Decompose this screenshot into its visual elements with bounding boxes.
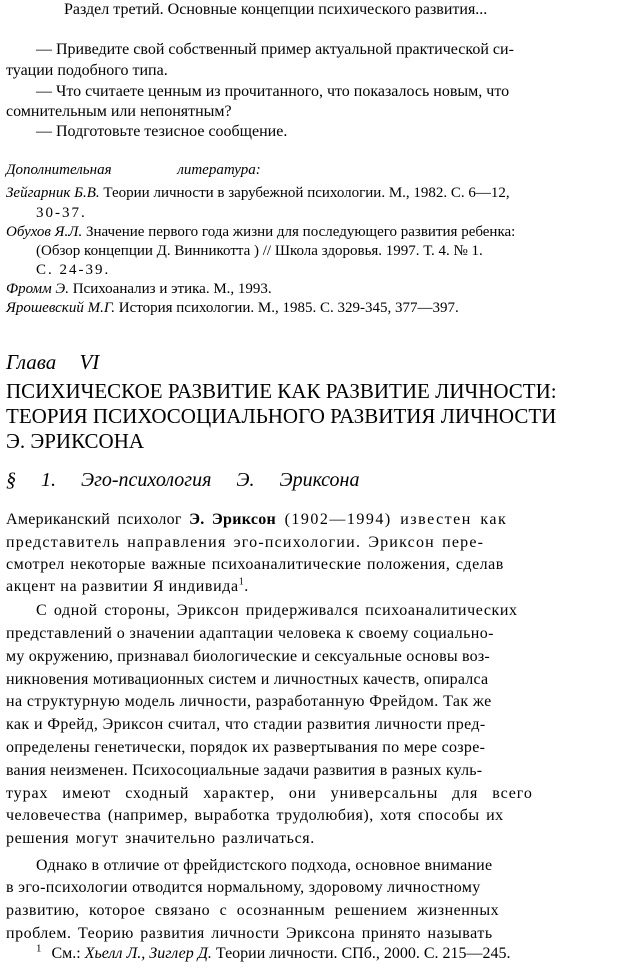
literature-text: История психологии. М., 1985. С. 329-345, 377—397. [114,300,459,316]
task-text: — Приведите свой собственный пример актуальной практической си- [36,41,514,58]
literature-heading-b: литература: [177,162,261,178]
literature-heading-a: Дополнительная [6,162,112,178]
body-line: на структурную модель личности, разработанную Фрейдом. Так же [6,693,492,710]
literature-entry-cont: 30-37. [36,205,87,221]
literature-entry [6,282,272,297]
task-item-cont: туации подобного типа. [6,62,168,79]
task-item [36,42,618,58]
body-line: развитию, которое связано с осознанным решением жизненных [6,902,500,919]
chapter-title-line: ПСИХИЧЕСКОЕ РАЗВИТИЕ КАК РАЗВИТИЕ ЛИЧНОСТИ: [6,379,557,403]
body-line: в эго-психологии отводится нормальному, здоровому личностному [6,879,481,896]
footnote [36,942,511,962]
footnote-prefix: См.: [51,945,85,962]
literature-text: Значение первого года жизни для последующего развития ребенка: [82,224,516,240]
task-item: — Подготовьте тезисное сообщение. [36,123,288,140]
body-line: турах имеют сходный характер, они универсальны для всего [6,785,533,802]
footnote-text: Теории личности. СПб., 2000. С. 215—245. [211,945,511,962]
literature-author: Ярошевский М.Г. [6,300,115,316]
body-line: представлений о значении адаптации человека к своему социально- [6,625,494,642]
literature-author: Фромм Э. [6,281,69,297]
body-text: Американский психолог [6,511,190,528]
author-name: Э. Эриксон [189,511,277,528]
body-line: никновения мотивационных систем и личностных качеств, опиралса [6,671,489,688]
chapter-title-line: Э. ЭРИКСОНА [6,429,145,453]
body-line: проблем. Теорию развития личности Эриксона принято называть [6,925,493,942]
chapter-title-line: ТЕОРИЯ ПСИХОСОЦИАЛЬНОГО РАЗВИТИЯ ЛИЧНОСТИ [6,404,557,428]
literature-entry [6,186,510,201]
literature-entry [6,301,459,316]
literature-entry [6,225,515,240]
body-text: акцент на развитии Я индивида [6,578,239,595]
body-line: как и Фрейд, Эриксон считал, что стадии развития личности пред- [6,716,486,733]
body-line [6,576,249,595]
literature-author: Обухов Я.Л. [6,224,83,240]
section-title: § 1. Эго-психология Э. Эриксона [6,469,360,491]
body-line: решения могут значительно различаться. [6,830,315,847]
task-item: — Что считаете ценным из прочитанного, что показалось новым, что [36,83,510,100]
body-line: му окружению, признавал биологические и сексуальные основы воз- [6,648,490,665]
body-line: смотрел некоторые важные психоаналитические положения, сделав [6,556,504,573]
body-line [6,512,618,528]
literature-entry-cont: (Обзор концепции Д. Винникотта ) // Школа здоровья. 1997. Т. 4. № 1. [36,243,483,259]
body-text: . [244,578,249,595]
literature-text: Теории личности в зарубежной психологии. М., 1982. С. 6—12, [99,185,510,201]
footnote-mark: 1 [36,942,42,955]
literature-entry-cont: С. 24-39. [36,262,111,278]
body-line: вания неизменен. Психосоциальные задачи развития в разных куль- [6,762,483,779]
task-item-cont: сомнительным или непонятным? [6,103,232,120]
chapter-label: Глава VI [6,350,100,374]
body-line: представитель направления эго-психологии. Эриксон пере- [6,534,485,551]
literature-text: Психоанализ и этика. М., 1993. [68,281,272,297]
body-line: Однако в отличие от фрейдистского подхода, основное внимание [36,857,493,874]
body-line: определены генетически, порядок их развертывания по мере созре- [6,739,486,756]
body-line: человечества (например, выработка трудолюбия), хотя способы их [6,807,504,824]
body-text: (1902—1994) известен как [276,511,508,528]
footnote-ref: 1 [238,576,245,588]
running-header: Раздел третий. Основные концепции психического развития... [64,1,488,18]
literature-heading [6,163,261,178]
literature-author: Зейгарник Б.В. [6,185,100,201]
footnote-authors: Хьелл Л., Зиглер Д. [84,945,212,962]
body-line: С одной стороны, Эриксон придерживался психоаналитических [36,602,518,619]
